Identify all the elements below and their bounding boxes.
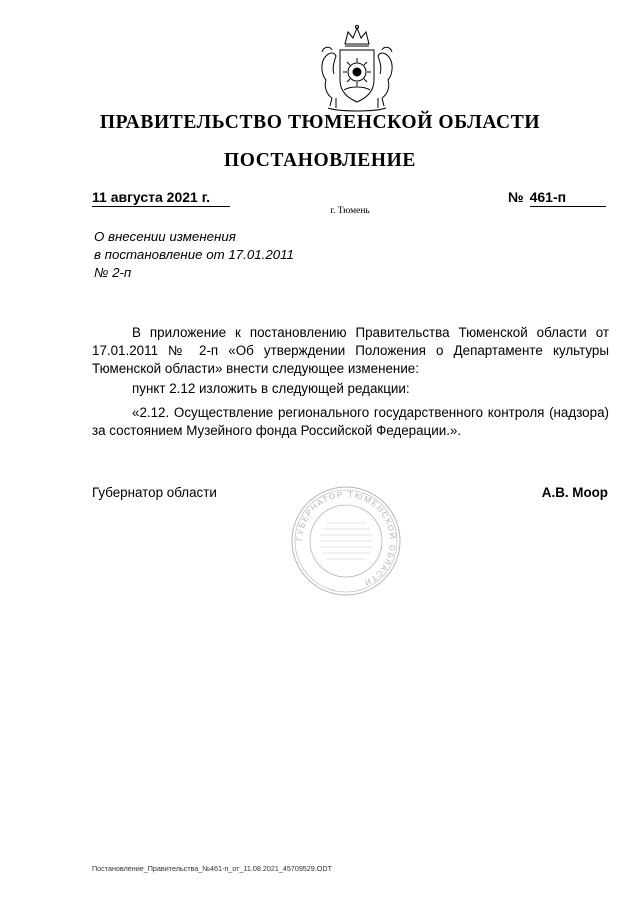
subject-line: О внесении изменения bbox=[94, 229, 236, 244]
number-value: 461-п bbox=[530, 189, 606, 207]
official-seal-icon bbox=[290, 485, 402, 597]
city-label: г. Тюмень bbox=[330, 206, 370, 216]
document-type: ПОСТАНОВЛЕНИЕ bbox=[223, 150, 417, 171]
subject-line: в постановление от 17.01.2011 bbox=[94, 247, 294, 262]
body-paragraph: «2.12. Осуществление регионального государственного контроля (надзора) за состоянием Музейного фонда Российской Федерации.». bbox=[92, 405, 609, 438]
body-paragraph: В приложение к постановлению Правительства Тюменской области от 17.01.2011 № 2-п «Об утверждении Положения о Департаменте культуры Тюменской области» внести следующее изменение: bbox=[92, 325, 609, 376]
file-footer: Постановление_Правительства_№461-п_от_11.08.2021_45709529.ODT bbox=[92, 864, 332, 873]
seal-text: ГУБЕРНАТОР ТЮМЕНСКОЙ ОБЛАСТИ bbox=[294, 489, 398, 588]
document-number bbox=[508, 189, 606, 207]
body-paragraph: пункт 2.12 изложить в следующей редакции: bbox=[132, 381, 410, 396]
document-subject bbox=[94, 228, 294, 282]
signatory-name: А.В. Моор bbox=[541, 485, 608, 500]
government-title: ПРАВИТЕЛЬСТВО ТЮМЕНСКОЙ ОБЛАСТИ bbox=[99, 112, 541, 133]
subject-line: № 2-п bbox=[94, 265, 132, 280]
document-date: 11 августа 2021 г. bbox=[92, 189, 230, 207]
signatory-title: Губернатор области bbox=[92, 485, 217, 500]
coat-of-arms-icon bbox=[312, 22, 402, 114]
number-sign: № bbox=[508, 189, 524, 205]
